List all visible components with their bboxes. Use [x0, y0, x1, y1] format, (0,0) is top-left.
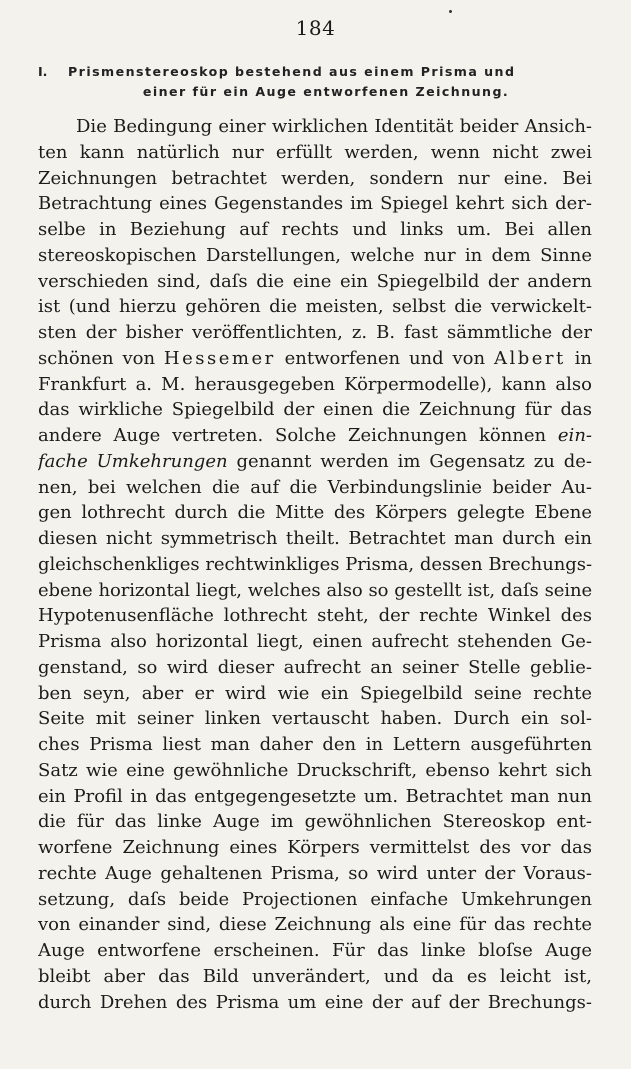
text-line — [38, 732, 592, 758]
text-span: das wirkliche Spiegelbild der einen die Zeichnung für das — [38, 399, 592, 421]
text-span: Betrachtung eines Gegenstandes im Spiegel kehrt sich der- — [38, 193, 592, 215]
text-span: Satz wie eine gewöhnliche Druckschrift, ebenso kehrt sich — [38, 759, 592, 781]
text-span: worfene Zeichnung eines Körpers vermittelst des vor das — [38, 837, 592, 858]
section-heading — [38, 62, 594, 102]
text-span: andere Auge vertreten. Solche Zeichnungen können — [38, 425, 558, 446]
text-span: ist (und hierzu gehören die meisten, selbst die verwickelt- — [38, 296, 592, 318]
text-span: von einander sind, diese Zeichnung als eine für das rechte — [38, 914, 592, 936]
text-line — [38, 140, 592, 166]
body-paragraph — [38, 114, 592, 1015]
text-span: ben seyn, aber er wird wie ein Spiegelbild seine rechte — [38, 682, 592, 704]
text-span: ein Profil in das entgegengesetzte um. Betrachtet man nun — [38, 785, 592, 807]
text-line — [38, 449, 592, 475]
text-span: rechte Auge gehaltenen Prisma, so wird unter der Voraus- — [38, 862, 592, 884]
text-span: Prisma also horizontal liegt, einen aufrecht stehenden Ge- — [38, 631, 592, 652]
text-span: ches Prisma liest man daher den in Lettern ausgeführten — [38, 734, 592, 755]
text-line — [38, 320, 592, 346]
text-span: entworfenen und von — [275, 347, 494, 369]
text-span: ebene horizontal liegt, welches also so gestellt ist, daſs seine — [38, 579, 592, 601]
text-line — [38, 964, 592, 990]
text-span: sten der bisher veröffentlichten, z. B. fast sämmtliche der — [38, 322, 592, 343]
section-title-line-1: Prismenstereoskop bestehend aus einem Prisma und — [68, 64, 516, 79]
text-span: stereoskopischen Darstellungen, welche nur in dem Sinne — [38, 244, 592, 266]
italic-term: fache Umkehrungen — [38, 450, 228, 472]
text-span: gleichschenkliges rechtwinkliges Prisma, dessen Brechungs- — [38, 553, 592, 575]
text-span: selbe in Beziehung auf rechts und links um. Bei allen — [38, 219, 592, 240]
text-span: genstand, so wird dieser aufrecht an seiner Stelle geblie- — [38, 656, 592, 678]
page-number: 184 — [295, 16, 336, 40]
text-line — [38, 887, 592, 913]
text-span: genannt werden im Gegensatz zu de- — [227, 450, 592, 472]
text-span: durch Drehen des Prisma um eine der auf der Brechungs- — [38, 991, 592, 1013]
text-span: setzung, daſs beide Projectionen einfache Umkehrungen — [38, 888, 592, 910]
text-line — [38, 681, 592, 707]
text-line — [38, 269, 592, 295]
text-span: ten kann natürlich nur erfüllt werden, wenn nicht zwei — [38, 141, 592, 163]
text-line — [38, 475, 592, 501]
text-span: schönen von — [38, 347, 164, 369]
text-line — [38, 809, 592, 835]
text-line — [38, 526, 592, 552]
text-span: Die Bedingung einer wirklichen Identität beider Ansich- — [76, 116, 592, 137]
text-line — [38, 655, 592, 681]
text-line — [38, 552, 592, 578]
italic-term: ein- — [557, 425, 592, 446]
text-span: bleibt aber das Bild unverändert, und da es leicht ist, — [38, 965, 592, 987]
text-line — [38, 500, 592, 526]
text-span: Hypotenusenfläche lothrecht steht, der rechte Winkel des — [38, 605, 592, 627]
text-span: Auge entworfene erscheinen. Für das linke bloſse Auge — [38, 940, 592, 961]
print-speck — [449, 10, 452, 13]
text-span: verschieden sind, daſs die eine ein Spiegelbild der andern — [38, 270, 592, 292]
text-line — [38, 423, 592, 449]
text-span: die für das linke Auge im gewöhnlichen Stereoskop ent- — [38, 811, 592, 833]
text-line — [38, 372, 592, 398]
text-line — [38, 835, 592, 861]
section-title-line-2: einer für ein Auge entworfenen Zeichnung. — [142, 84, 510, 99]
text-span: Zeichnungen betrachtet werden, sondern nur eine. Bei — [38, 167, 592, 189]
text-line — [38, 758, 592, 784]
text-line — [38, 990, 592, 1016]
text-span: Seite mit seiner linken vertauscht haben. Durch ein sol- — [38, 708, 592, 730]
text-span: nen, bei welchen die auf die Verbindungslinie beider Au- — [38, 476, 592, 498]
text-line — [38, 578, 592, 604]
text-line — [38, 191, 592, 217]
text-line — [38, 912, 592, 938]
text-line — [38, 629, 592, 655]
section-number: I. — [38, 64, 48, 79]
text-span: diesen nicht symmetrisch theilt. Betrachtet man durch ein — [38, 528, 592, 549]
text-line — [38, 397, 592, 423]
text-line — [38, 784, 592, 810]
text-span: in — [565, 347, 592, 369]
person-name-albert: Albert — [493, 347, 566, 369]
text-line — [38, 243, 592, 269]
section-heading-line-2 — [38, 82, 594, 102]
text-span: Frankfurt a. M. herausgegeben Körpermodelle), kann also — [38, 373, 592, 395]
section-heading-line-1 — [38, 62, 594, 82]
text-line — [38, 166, 592, 192]
text-line — [38, 346, 592, 372]
text-line — [38, 706, 592, 732]
text-line — [38, 114, 592, 140]
text-line — [38, 217, 592, 243]
text-line — [38, 861, 592, 887]
text-span: gen lothrecht durch die Mitte des Körpers gelegte Ebene — [38, 502, 592, 524]
text-line — [38, 603, 592, 629]
text-line — [38, 938, 592, 964]
person-name-hessemer: Hessemer — [163, 347, 276, 369]
text-line — [38, 294, 592, 320]
